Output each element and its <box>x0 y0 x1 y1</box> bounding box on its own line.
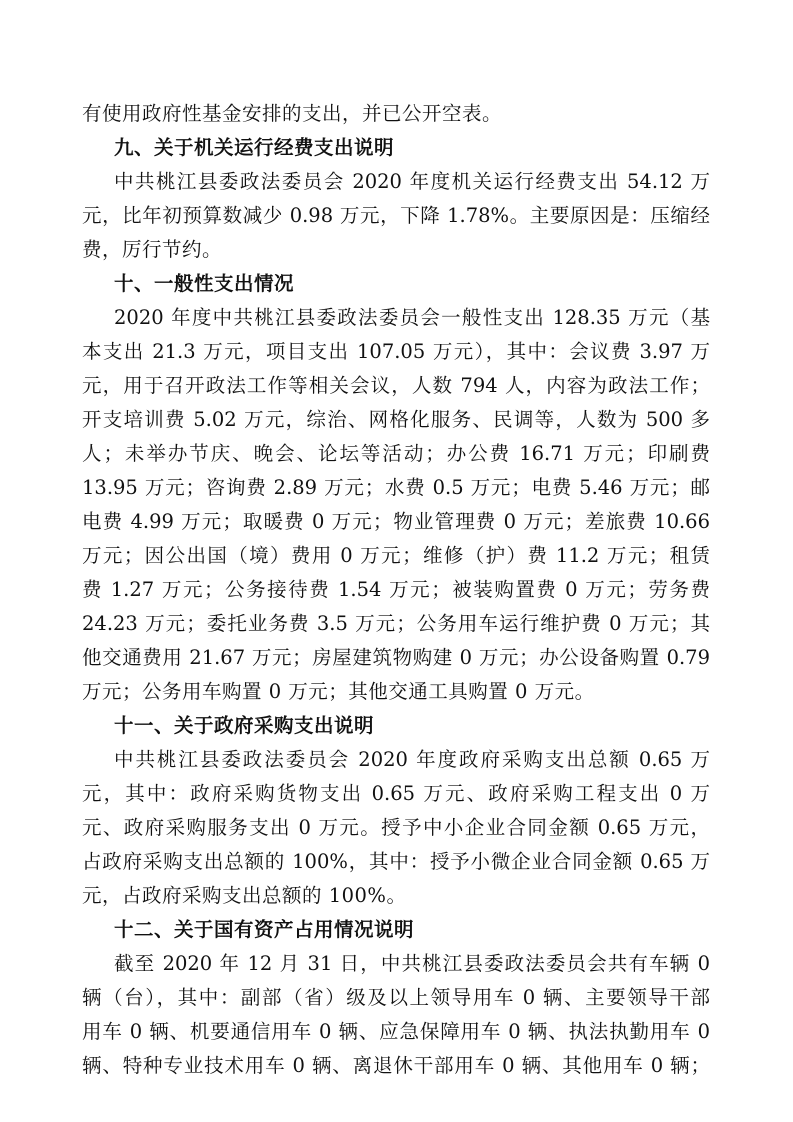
paragraph-line: 元、政府采购服务支出 0 万元。授予中小企业合同金额 0.65 万元， <box>82 816 710 839</box>
paragraph-line: 元，比年初预算数减少 0.98 万元，下降 1.78%。主要原因是：压缩经 <box>82 204 710 227</box>
section-heading-11: 十一、关于政府采购支出说明 <box>114 714 375 737</box>
paragraph-line: 24.23 万元；委托业务费 3.5 万元；公务用车运行维护费 0 万元；其 <box>82 612 710 635</box>
paragraph-line: 本支出 21.3 万元，项目支出 107.05 万元），其中：会议费 3.97 万 <box>82 340 710 363</box>
paragraph-line: 有使用政府性基金安排的支出，并已公开空表。 <box>82 102 503 125</box>
paragraph-line: 万元；因公出国（境）费用 0 万元；维修（护）费 11.2 万元；租赁 <box>82 544 710 567</box>
paragraph-line: 电费 4.99 万元；取暖费 0 万元；物业管理费 0 万元；差旅费 10.66 <box>82 510 710 533</box>
section-heading-10: 十、一般性支出情况 <box>114 272 295 295</box>
paragraph-line: 元，占政府采购支出总额的 100%。 <box>82 884 407 907</box>
paragraph-line: 中共桃江县委政法委员会 2020 年度机关运行经费支出 54.12 万 <box>114 170 710 193</box>
paragraph-line: 2020 年度中共桃江县委政法委员会一般性支出 128.35 万元（基 <box>114 306 710 329</box>
paragraph-line: 占政府采购支出总额的 100%，其中：授予小微企业合同金额 0.65 万 <box>82 850 710 873</box>
paragraph-line: 费，厉行节约。 <box>82 238 223 261</box>
paragraph-line: 万元；公务用车购置 0 万元；其他交通工具购置 0 万元。 <box>82 680 595 703</box>
paragraph-line: 截至 2020 年 12 月 31 日，中共桃江县委政法委员会共有车辆 0 <box>114 952 710 975</box>
paragraph-line: 人；未举办节庆、晚会、论坛等活动；办公费 16.71 万元；印刷费 <box>82 442 710 465</box>
paragraph-line: 他交通费用 21.67 万元；房屋建筑物购建 0 万元；办公设备购置 0.79 <box>82 646 710 669</box>
paragraph-line: 开支培训费 5.02 万元，综治、网格化服务、民调等，人数为 500 多 <box>82 408 710 431</box>
paragraph-line: 用车 0 辆、机要通信用车 0 辆、应急保障用车 0 辆、执法执勤用车 0 <box>82 1020 710 1043</box>
paragraph-line: 费 1.27 万元；公务接待费 1.54 万元；被装购置费 0 万元；劳务费 <box>82 578 710 601</box>
section-heading-9: 九、关于机关运行经费支出说明 <box>114 136 395 159</box>
paragraph-line: 中共桃江县委政法委员会 2020 年度政府采购支出总额 0.65 万 <box>114 748 710 771</box>
paragraph-line: 元，其中：政府采购货物支出 0.65 万元、政府采购工程支出 0 万 <box>82 782 710 805</box>
section-heading-12: 十二、关于国有资产占用情况说明 <box>114 918 415 941</box>
paragraph-line: 元，用于召开政法工作等相关会议，人数 794 人，内容为政法工作； <box>82 374 710 397</box>
paragraph-line: 辆（台），其中：副部（省）级及以上领导用车 0 辆、主要领导干部 <box>82 986 710 1009</box>
paragraph-line: 13.95 万元；咨询费 2.89 万元；水费 0.5 万元；电费 5.46 万元；邮 <box>82 476 710 499</box>
paragraph-line: 辆、特种专业技术用车 0 辆、离退休干部用车 0 辆、其他用车 0 辆； <box>82 1054 710 1077</box>
